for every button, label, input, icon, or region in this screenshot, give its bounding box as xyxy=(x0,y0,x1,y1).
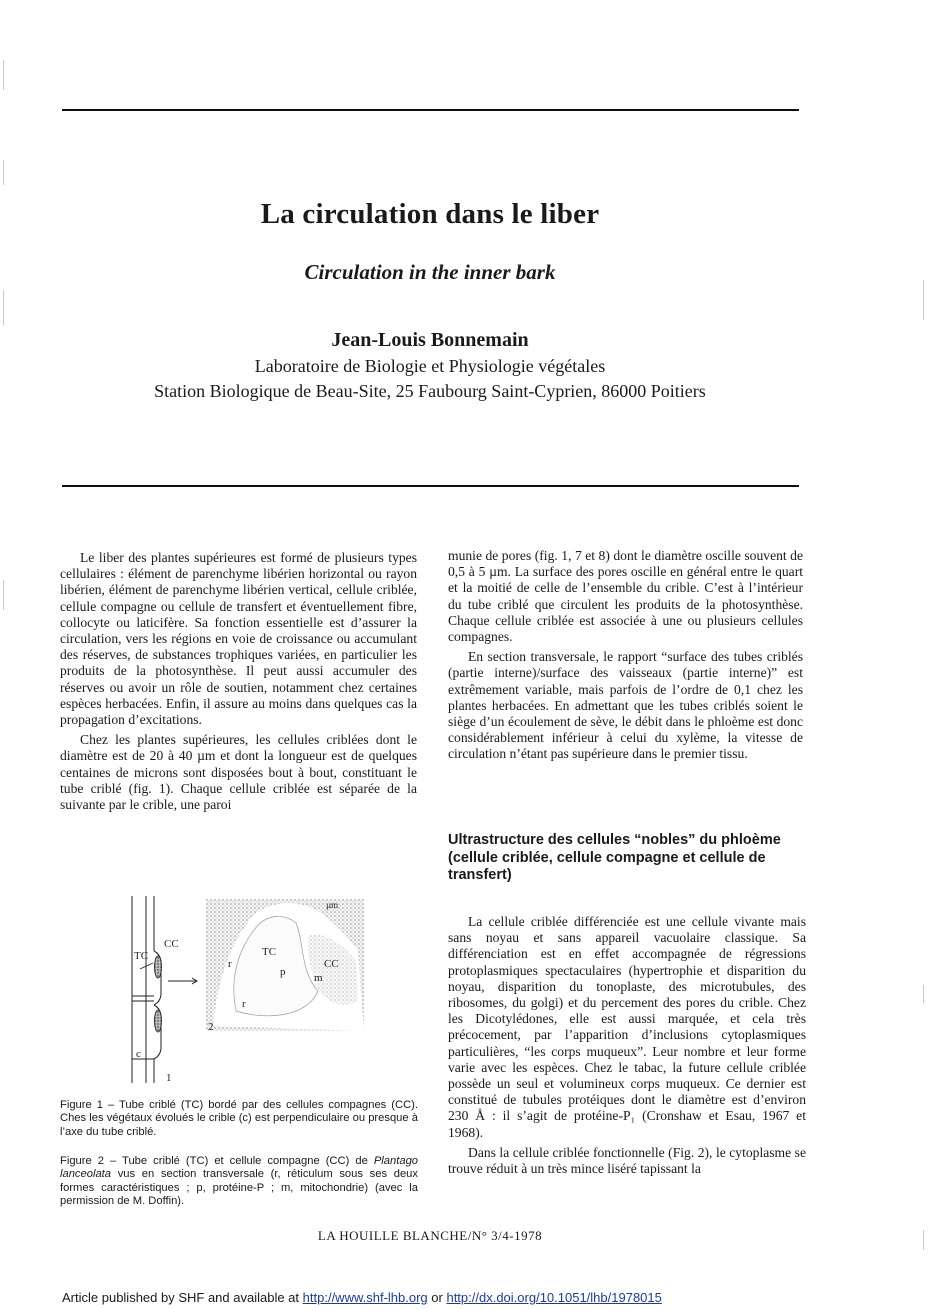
paragraph: Dans la cellule criblée fonctionnelle (Fig. 2), le cytoplasme se trouve réduit à un très mince liséré tapissant la xyxy=(448,1144,806,1177)
paragraph: En section transversale, le rapport “surface des tubes criblés (partie interne)/surface des vaisseaux (partie interne)” est extrêmement variable, mais parfois de l’ordre de 0,1 chez les plantes herbacées. En admettant que les tubes criblés soient le siège d’un écoulement de sève, le débit dans le phloème est donc considérablement inférieur à celui du xylème, la vitesse de circulation n’étant pas supérieure dans le premier tissu. xyxy=(448,649,803,762)
affiliation-line-1: Laboratoire de Biologie et Physiologie végétales xyxy=(254,356,606,376)
fig-label-cc-2: CC xyxy=(324,958,339,970)
left-column xyxy=(60,550,417,817)
figure-sieve-tube xyxy=(118,891,368,1091)
right-column-bottom xyxy=(448,914,806,1181)
notice-or: or xyxy=(431,1290,443,1305)
figure-2-caption xyxy=(60,1155,418,1209)
paragraph: Chez les plantes supérieures, les cellules criblées dont le diamètre est de 20 à 40 µm et dont la longueur est de quelques centaines de microns sont disposées bout à bout, constituant le tube criblé (fig. 1). Chaque cellule criblée est séparée de la suivante par le crible, une paroi xyxy=(60,732,417,813)
caption-text: vus en section transversale (r, réticulum sous ses deux formes caractéristiques ; p, protéine-P ; m, mitochondrie) (avec la permission de M. Doffin). xyxy=(60,1168,419,1208)
fig-label-tc: TC xyxy=(134,950,149,962)
scan-mark-left xyxy=(3,160,4,185)
scan-mark-left xyxy=(3,580,4,610)
fig-label-cc: CC xyxy=(164,938,179,950)
author-name: Jean-Louis Bonnemain xyxy=(331,329,529,351)
article-title: La circulation dans le liber xyxy=(260,198,600,230)
scan-mark-left xyxy=(3,290,4,325)
section-heading: Ultrastructure des cellules “nobles” du phloème (cellule criblée, cellule compagne et cellule de transfert) xyxy=(448,832,781,883)
fig-label-2: 2 xyxy=(208,1021,214,1033)
caption-species: Plantago lanceolata xyxy=(60,1155,419,1181)
scan-mark-right xyxy=(923,985,924,1003)
top-rule xyxy=(62,109,799,111)
fig-label-tc-2: TC xyxy=(262,946,277,958)
affiliation-line-2: Station Biologique de Beau-Site, 25 Faubourg Saint-Cyprien, 86000 Poitiers xyxy=(154,381,706,401)
fig-label-p: p xyxy=(280,966,286,978)
scan-mark-right xyxy=(923,1230,924,1250)
fig-label-r: r xyxy=(228,958,232,970)
scan-mark-left xyxy=(3,60,4,90)
scan-mark-right xyxy=(923,280,924,320)
paragraph: munie de pores (fig. 1, 7 et 8) dont le diamètre oscille souvent de 0,5 à 5 µm. La surface des pores oscille en général entre le quart et la moitié de celle de l’ensemble du crible. C’est à l’intérieur du tube criblé que circulent les produits de la photosynthèse. Chaque cellule criblée est associée à une ou plusieurs cellules compagnes. xyxy=(448,548,803,645)
fig-scale-label: µm xyxy=(326,900,339,910)
fig-label-1: 1 xyxy=(166,1072,172,1084)
figure-1-caption: Figure 1 – Tube criblé (TC) bordé par des cellules compagnes (CC). Ches les végétaux évolués le crible (c) est perpendiculaire ou presque à l’axe du tube criblé. xyxy=(60,1099,418,1138)
publication-notice xyxy=(62,1290,882,1305)
fig-label-c: c xyxy=(136,1048,141,1060)
journal-footer: LA HOUILLE BLANCHE/N° 3/4-1978 xyxy=(317,1228,543,1243)
article-subtitle: Circulation in the inner bark xyxy=(304,260,556,284)
fig-label-m: m xyxy=(314,972,323,984)
header-bottom-rule xyxy=(62,485,799,487)
notice-text: Article published by SHF and available at xyxy=(62,1290,300,1305)
paragraph: Le liber des plantes supérieures est formé de plusieurs types cellulaires : élément de parenchyme libérien horizontal ou rayon libérien, élément de parenchyme libérien vertical, cellule criblée, cellule compagne ou cellule de transfert et éventuellement fibre, collocyte ou laticifère. Sa fonction essentielle est d’assurer la circulation, vers les régions en voie de croissance ou accumulant des réserves, de substances trophiques variées, en particulier les produits de la photosynthèse. Il peut aussi accumuler des réserves ou avoir un rôle de soutien, notamment chez certaines espèces herbacées. Enfin, il assure au moins dans quelques cas la propagation d’excitations. xyxy=(60,550,417,728)
caption-text: Figure 2 – Tube criblé (TC) et cellule compagne (CC) de xyxy=(60,1155,368,1167)
right-column-top xyxy=(448,548,803,767)
shf-link[interactable]: http://www.shf-lhb.org xyxy=(302,1290,428,1305)
paragraph: La cellule criblée différenciée est une cellule vivante mais sans noyau et sans appareil vacuolaire classique. Sa différenciation est en effet accompagnée de régressions protoplasmiques spectaculaires (hypertrophie et disparition du noyau, disparition du tonoplaste, des microtubules, des ribosomes, du golgi) et du percement des pores du crible. Chez les Dicotylédones, elle est aussi marquée, et cela très précocement, par l’apparition d’inclusions cytoplasmiques particulières, “les corps muqueux”. Leur nombre et leur forme varie avec les espèces. Chez le tabac, la future cellule criblée possède un seul et volumineux corps muqueux. Ce dernier est constitué de tubules protéiques dont le diamètre est d’environ 230 Å : il s’agit de protéine-P₁ (Cronshaw et Esau, 1967 et 1968). xyxy=(448,914,806,1140)
figure-1-drawing xyxy=(132,896,197,1083)
fig-label-r: r xyxy=(242,998,246,1010)
doi-link[interactable]: http://dx.doi.org/10.1051/lhb/1978015 xyxy=(446,1290,662,1305)
